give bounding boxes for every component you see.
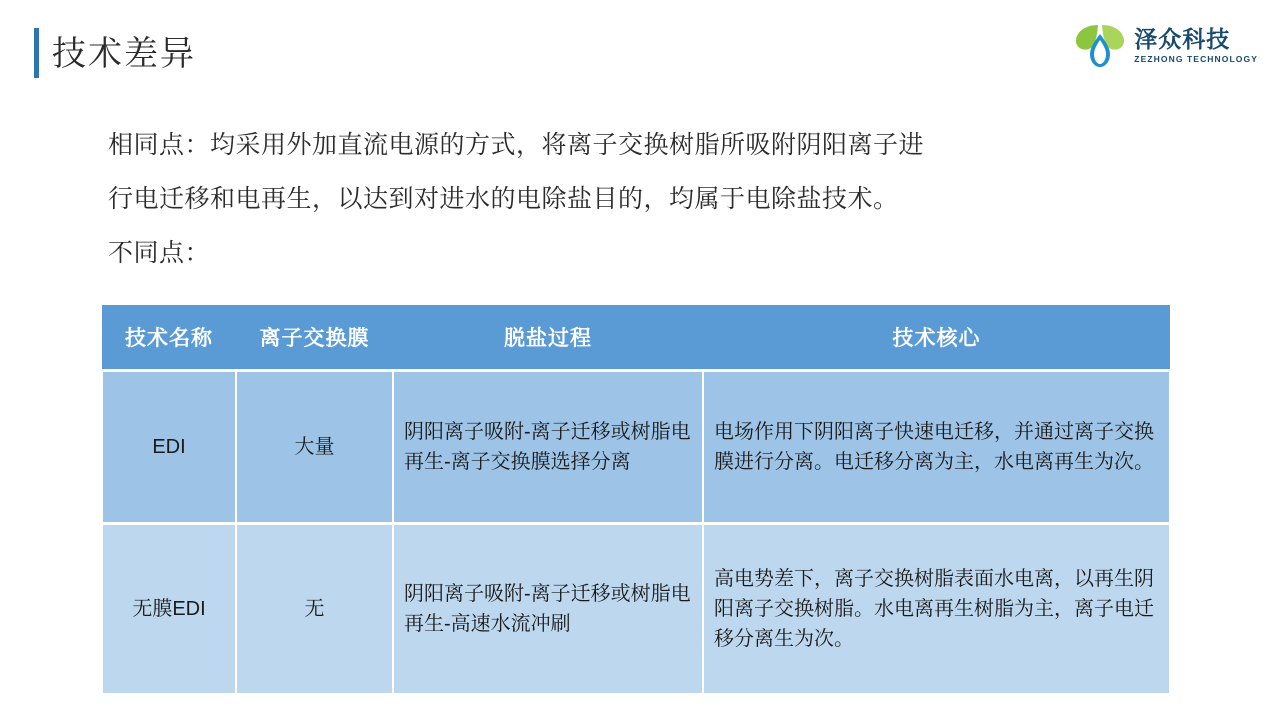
logo-name-en: ZEZHONG TECHNOLOGY <box>1134 54 1258 65</box>
column-header-process: 脱盐过程 <box>393 305 703 371</box>
cell-core: 电场作用下阴阳离子快速电迁移，并通过离子交换膜进行分离。电迁移分离为主，水电离再生为次。 <box>703 371 1170 524</box>
logo-text <box>1134 28 1258 64</box>
table-row <box>102 371 1170 524</box>
body-text <box>108 118 1178 280</box>
comparison-table <box>101 305 1171 693</box>
cell-core: 高电势差下，离子交换树脂表面水电离，以再生阴阳离子交换树脂。水电离再生树脂为主，离子电迁移分离生为次。 <box>703 524 1170 694</box>
company-logo <box>1074 18 1258 74</box>
paragraph-same-2: 行电迁移和电再生，以达到对进水的电除盐目的，均属于电除盐技术。 <box>108 185 899 213</box>
cell-name: EDI <box>102 371 236 524</box>
column-header-membrane: 离子交换膜 <box>236 305 393 371</box>
page-title: 技术差异 <box>52 35 196 73</box>
cell-membrane: 无 <box>236 524 393 694</box>
cell-process: 阴阳离子吸附-离子迁移或树脂电再生-高速水流冲刷 <box>393 524 703 694</box>
column-header-name: 技术名称 <box>102 305 236 371</box>
title-accent-bar <box>34 28 39 78</box>
paragraph-diff-label: 不同点： <box>108 239 211 267</box>
cell-process: 阴阳离子吸附-离子迁移或树脂电再生-离子交换膜选择分离 <box>393 371 703 524</box>
paragraph-same-1: 相同点：均采用外加直流电源的方式，将离子交换树脂所吸附阴阳离子进 <box>108 131 925 159</box>
column-header-core: 技术核心 <box>703 305 1170 371</box>
logo-name-cn: 泽众科技 <box>1134 26 1231 53</box>
leaf-droplet-icon <box>1074 21 1126 71</box>
table-header-row <box>102 305 1170 371</box>
comparison-table-wrap <box>101 305 1169 693</box>
cell-membrane: 大量 <box>236 371 393 524</box>
cell-name: 无膜EDI <box>102 524 236 694</box>
table-row <box>102 524 1170 694</box>
slide-header <box>0 0 1280 96</box>
